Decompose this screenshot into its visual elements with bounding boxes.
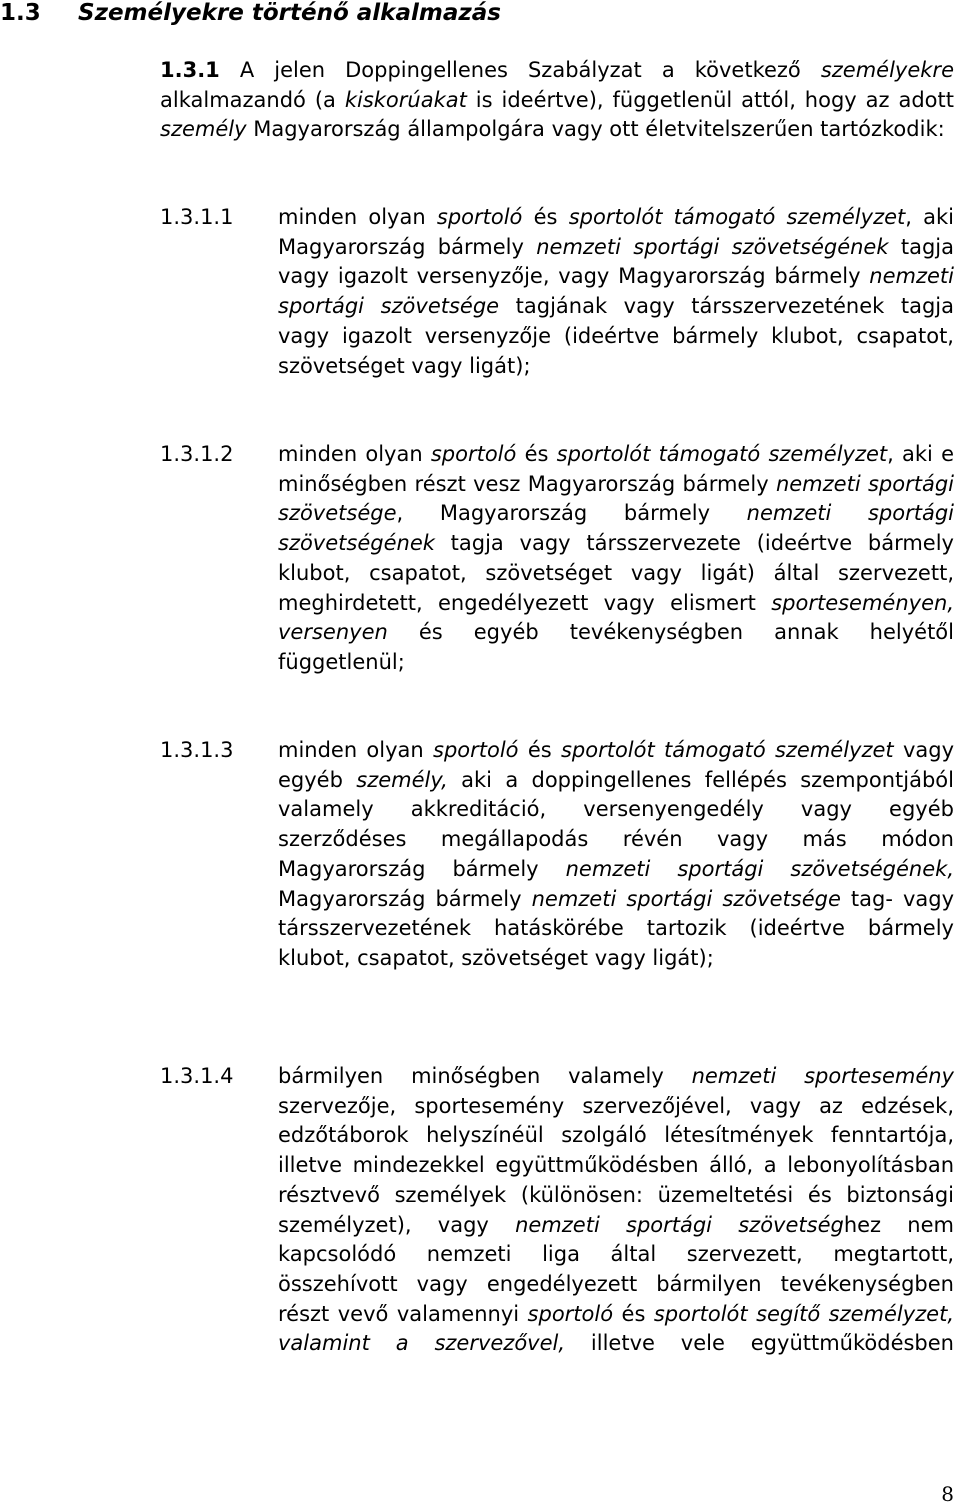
text-run: , Magyarország bármely	[396, 501, 747, 526]
section-heading	[0, 0, 501, 26]
text-run: hez nem kapcsolódó nemzeti liga által szervezett, megtartott, összehívott vagy engedélyezett bármilyen tevékenységben részt vevő valamennyi	[278, 1212, 954, 1326]
term: sportolót támogató személyzet	[560, 738, 894, 762]
term: sportoló	[527, 1301, 614, 1326]
page-number: 8	[941, 1482, 954, 1506]
item-text	[278, 736, 954, 974]
term: sportoló	[436, 205, 523, 229]
term: nemzeti sportági szövetségének	[536, 234, 889, 259]
list-item-1-3-1-2	[160, 440, 954, 678]
term: sportoló	[433, 738, 519, 762]
list-item-1-3-1-4	[160, 1062, 954, 1359]
text-run: és	[516, 442, 557, 466]
term: személy	[160, 117, 247, 142]
text-run: tagja vagy társszervezete (ideértve bármely klubot, csapatot, szövetséget vagy ligát) által szervezett, meghirdetett, engedélyezett vagy elismert	[278, 531, 954, 615]
term: személy,	[356, 767, 448, 792]
text-run: minden olyan	[278, 738, 434, 762]
section-number: 1.3	[0, 0, 41, 26]
section-title: Személyekre történő alkalmazás	[78, 0, 501, 26]
list-item-1-3-1-1	[160, 203, 954, 381]
text-run: Magyarország bármely	[278, 886, 532, 911]
term: nemzeti sportági szövetsége	[278, 471, 954, 526]
term: sportolót támogató személyzet	[568, 205, 906, 229]
term: sporteseményen, versenyen	[278, 590, 954, 645]
item-text	[278, 440, 954, 678]
text-run: bármilyen minőségben valamely	[278, 1064, 692, 1088]
text-run: , aki e minőségben részt vesz Magyarország bármely	[278, 442, 954, 496]
term: nemzeti sportági szövetség	[515, 1212, 844, 1237]
term: sportolót támogató személyzet	[556, 442, 888, 466]
text-run: illetve vele együttműködésben	[565, 1331, 954, 1356]
text-run: minden olyan	[278, 442, 431, 466]
term: nemzeti sportági szövetsége	[531, 886, 841, 911]
text-run: alkalmazandó (a	[160, 87, 345, 112]
list-item-1-3-1-3	[160, 736, 954, 974]
term: sportolót segítő személyzet, valamint a szervezővel,	[278, 1301, 955, 1356]
term: személyekre	[820, 58, 954, 82]
text-run: szervezője, sportesemény szervezőjével, vagy az edzések, edzőtáborok helyszínéül szolgáló létesítmények fenntartója, illetve mindezekkel együttműködésben álló, a lebonyolításban résztvevő személyek (különösen: üzemeltetési és biztonsági személyzet), vagy	[278, 1093, 954, 1237]
item-text	[278, 1062, 954, 1359]
item-text	[278, 203, 954, 381]
text-run: és	[522, 205, 569, 229]
term: nemzeti sportági szövetségének	[278, 501, 954, 556]
text-run: és egyéb tevékenységben annak helyétől függetlenül;	[278, 620, 954, 674]
term: kiskorúakat	[344, 87, 467, 112]
term: nemzeti sportági szövetsége	[278, 264, 954, 319]
text-run: és	[613, 1301, 654, 1326]
term: nemzeti sportesemény	[691, 1064, 954, 1088]
text-run: is ideértve), függetlenül attól, hogy az adott	[466, 87, 954, 112]
text-run: , aki Magyarország bármely	[278, 205, 954, 259]
text-run: tagjának vagy társszervezetének tagja vagy igazolt versenyzője (ideértve bármely klubot, csapatot, szövetséget vagy ligát);	[278, 294, 954, 378]
text-run: minden olyan	[278, 205, 437, 229]
paragraph-number: 1.3.1	[160, 58, 220, 82]
text-run: tagja vagy igazolt versenyzője, vagy Magyarország bármely	[278, 234, 954, 289]
text-run: tag- vagy társszervezetének hatáskörébe tartozik (ideértve bármely klubot, csapatot, szövetséget vagy ligát);	[278, 886, 954, 970]
text-run: aki a doppingellenes fellépés szempontjából valamely akkreditáció, versenyengedély vagy egyéb szerződéses megállapodás révén vagy más módon Magyarország bármely	[278, 767, 954, 881]
paragraph-1-3-1	[160, 56, 954, 145]
text-run: A jelen Doppingellenes Szabályzat a következő	[219, 58, 821, 82]
item-number: 1.3.1.1	[160, 205, 234, 229]
text-run: Magyarország állampolgára vagy ott életvitelszerűen tartózkodik:	[246, 117, 945, 142]
item-number: 1.3.1.4	[160, 1064, 234, 1088]
item-number: 1.3.1.3	[160, 738, 234, 762]
term: nemzeti sportági szövetségének,	[565, 856, 954, 881]
text-run: és	[518, 738, 561, 762]
text-run: vagy egyéb	[278, 738, 955, 792]
term: sportoló	[430, 442, 517, 466]
item-number: 1.3.1.2	[160, 442, 234, 466]
